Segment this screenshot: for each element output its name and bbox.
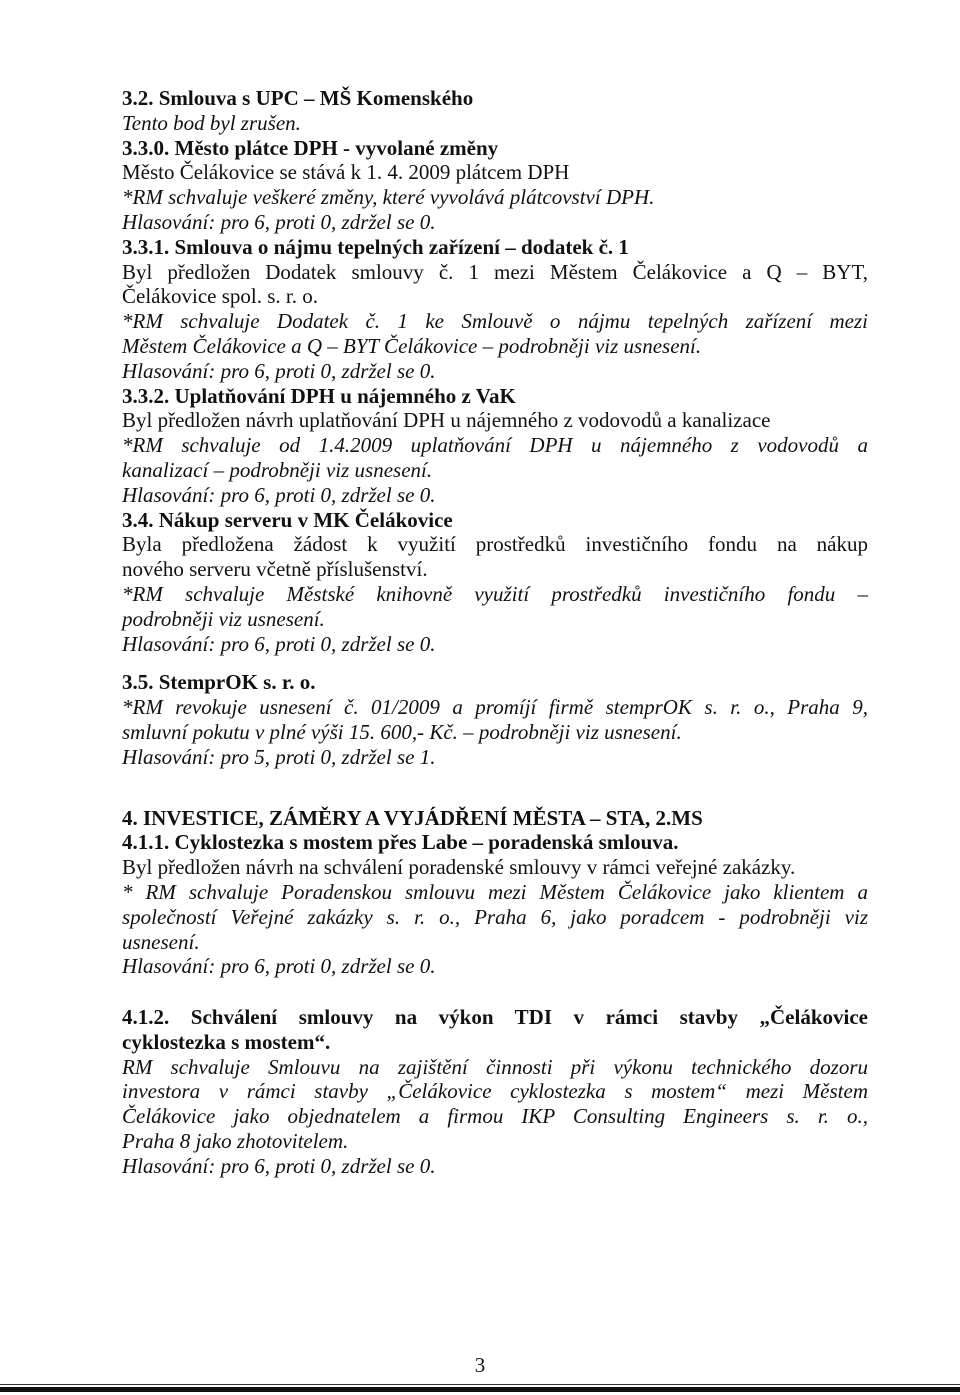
section-4-1-2-heading-line2: cyklostezka s mostem“. [122, 1029, 331, 1054]
section-3-3-2-resolution-line1: *RM schvaluje od 1.4.2009 uplatňování DPH u nájemného z vodovodů a [122, 433, 868, 458]
section-3-5-resolution-line1: *RM revokuje usnesení č. 01/2009 a promíjí firmě stemprOK s. r. o., Praha 9, [122, 695, 868, 720]
section-3-3-2-resolution-line2: kanalizací – podrobněji viz usnesení. [122, 457, 433, 482]
section-3-4-resolution-line2: podrobněji viz usnesení. [122, 606, 325, 631]
section-3-5-vote: Hlasování: pro 5, proti 0, zdržel se 1. [122, 744, 436, 769]
section-3-3-1-heading: 3.3.1. Smlouva o nájmu tepelných zařízení – dodatek č. 1 [122, 234, 629, 259]
section-3-3-0-heading: 3.3.0. Město plátce DPH - vyvolané změny [122, 135, 499, 160]
section-4-1-2-resolution-line2: investora v rámci stavby „Čelákovice cyklostezka s mostem“ mezi Městem [122, 1079, 868, 1104]
document-page [122, 86, 868, 1179]
section-4-1-2-resolution-line3: Čelákovice jako objednatelem a firmou IKP Consulting Engineers s. r. o., [122, 1104, 868, 1129]
section-4-1-1-resolution-line2: společností Veřejné zakázky s. r. o., Praha 6, jako poradcem - podrobněji viz [122, 904, 868, 929]
section-3-3-0-resolution: *RM schvaluje veškeré změny, které vyvolává plátcovství DPH. [122, 185, 655, 210]
section-3-3-1-vote: Hlasování: pro 6, proti 0, zdržel se 0. [122, 358, 436, 383]
section-4-1-2-resolution-line1: RM schvaluje Smlouvu na zajištění činnosti při výkonu technického dozoru [122, 1054, 868, 1079]
section-3-4-text-line1: Byla předložena žádost k využití prostředků investičního fondu na nákup [122, 532, 868, 557]
section-3-3-2-text: Byl předložen návrh uplatňování DPH u nájemného z vodovodů a kanalizace [122, 408, 771, 433]
section-3-4-heading: 3.4. Nákup serveru v MK Čelákovice [122, 507, 453, 532]
section-3-3-2-heading: 3.3.2. Uplatňování DPH u nájemného z VaK [122, 383, 516, 408]
section-3-4-text-line2: nového serveru včetně příslušenství. [122, 557, 428, 582]
section-3-3-2-vote: Hlasování: pro 6, proti 0, zdržel se 0. [122, 482, 436, 507]
section-3-3-1-text-line2: Čelákovice spol. s. r. o. [122, 284, 318, 309]
section-3-5-heading: 3.5. StemprOK s. r. o. [122, 670, 316, 695]
footer-rule-thick [0, 1387, 960, 1392]
section-4-1-1-resolution-line3: usnesení. [122, 929, 200, 954]
section-4-1-1-vote: Hlasování: pro 6, proti 0, zdržel se 0. [122, 954, 436, 979]
section-3-3-1-text-line1: Byl předložen Dodatek smlouvy č. 1 mezi Městem Čelákovice a Q – BYT, [122, 259, 868, 284]
section-3-4-resolution-line1: *RM schvaluje Městské knihovně využití prostředků investičního fondu – [122, 581, 868, 606]
section-4-1-2-vote: Hlasování: pro 6, proti 0, zdržel se 0. [122, 1153, 436, 1178]
footer-rule-thin [0, 1384, 960, 1385]
section-3-2-heading: 3.2. Smlouva s UPC – MŠ Komenského [122, 86, 474, 110]
section-3-3-1-resolution-line2: Městem Čelákovice a Q – BYT Čelákovice – podrobněji viz usnesení. [122, 333, 702, 358]
section-4-1-1-resolution-line1: * RM schvaluje Poradenskou smlouvu mezi Městem Čelákovice jako klientem a [122, 879, 868, 904]
section-3-2-note: Tento bod byl zrušen. [122, 110, 301, 135]
section-3-3-0-text: Město Čelákovice se stává k 1. 4. 2009 plátcem DPH [122, 160, 570, 185]
section-3-5-resolution-line2: smluvní pokutu v plné výši 15. 600,- Kč. – podrobněji viz usnesení. [122, 719, 682, 744]
section-3-4-vote: Hlasování: pro 6, proti 0, zdržel se 0. [122, 631, 436, 656]
section-4-1-2-heading-line1: 4.1.2. Schválení smlouvy na výkon TDI v rámci stavby „Čelákovice [122, 1005, 868, 1030]
section-4-1-1-text: Byl předložen návrh na schválení poradenské smlouvy v rámci veřejné zakázky. [122, 855, 796, 880]
section-3-3-0-vote: Hlasování: pro 6, proti 0, zdržel se 0. [122, 209, 436, 234]
section-4-1-2-resolution-line4: Praha 8 jako zhotovitelem. [122, 1129, 349, 1154]
section-4-heading: 4. INVESTICE, ZÁMĚRY A VYJÁDŘENÍ MĚSTA – STA, 2.MS [122, 805, 703, 830]
section-4-1-1-heading: 4.1.1. Cyklostezka s mostem přes Labe – poradenská smlouva. [122, 830, 679, 855]
page-number: 3 [474, 1353, 486, 1377]
section-3-3-1-resolution-line1: *RM schvaluje Dodatek č. 1 ke Smlouvě o nájmu tepelných zařízení mezi [122, 309, 868, 334]
